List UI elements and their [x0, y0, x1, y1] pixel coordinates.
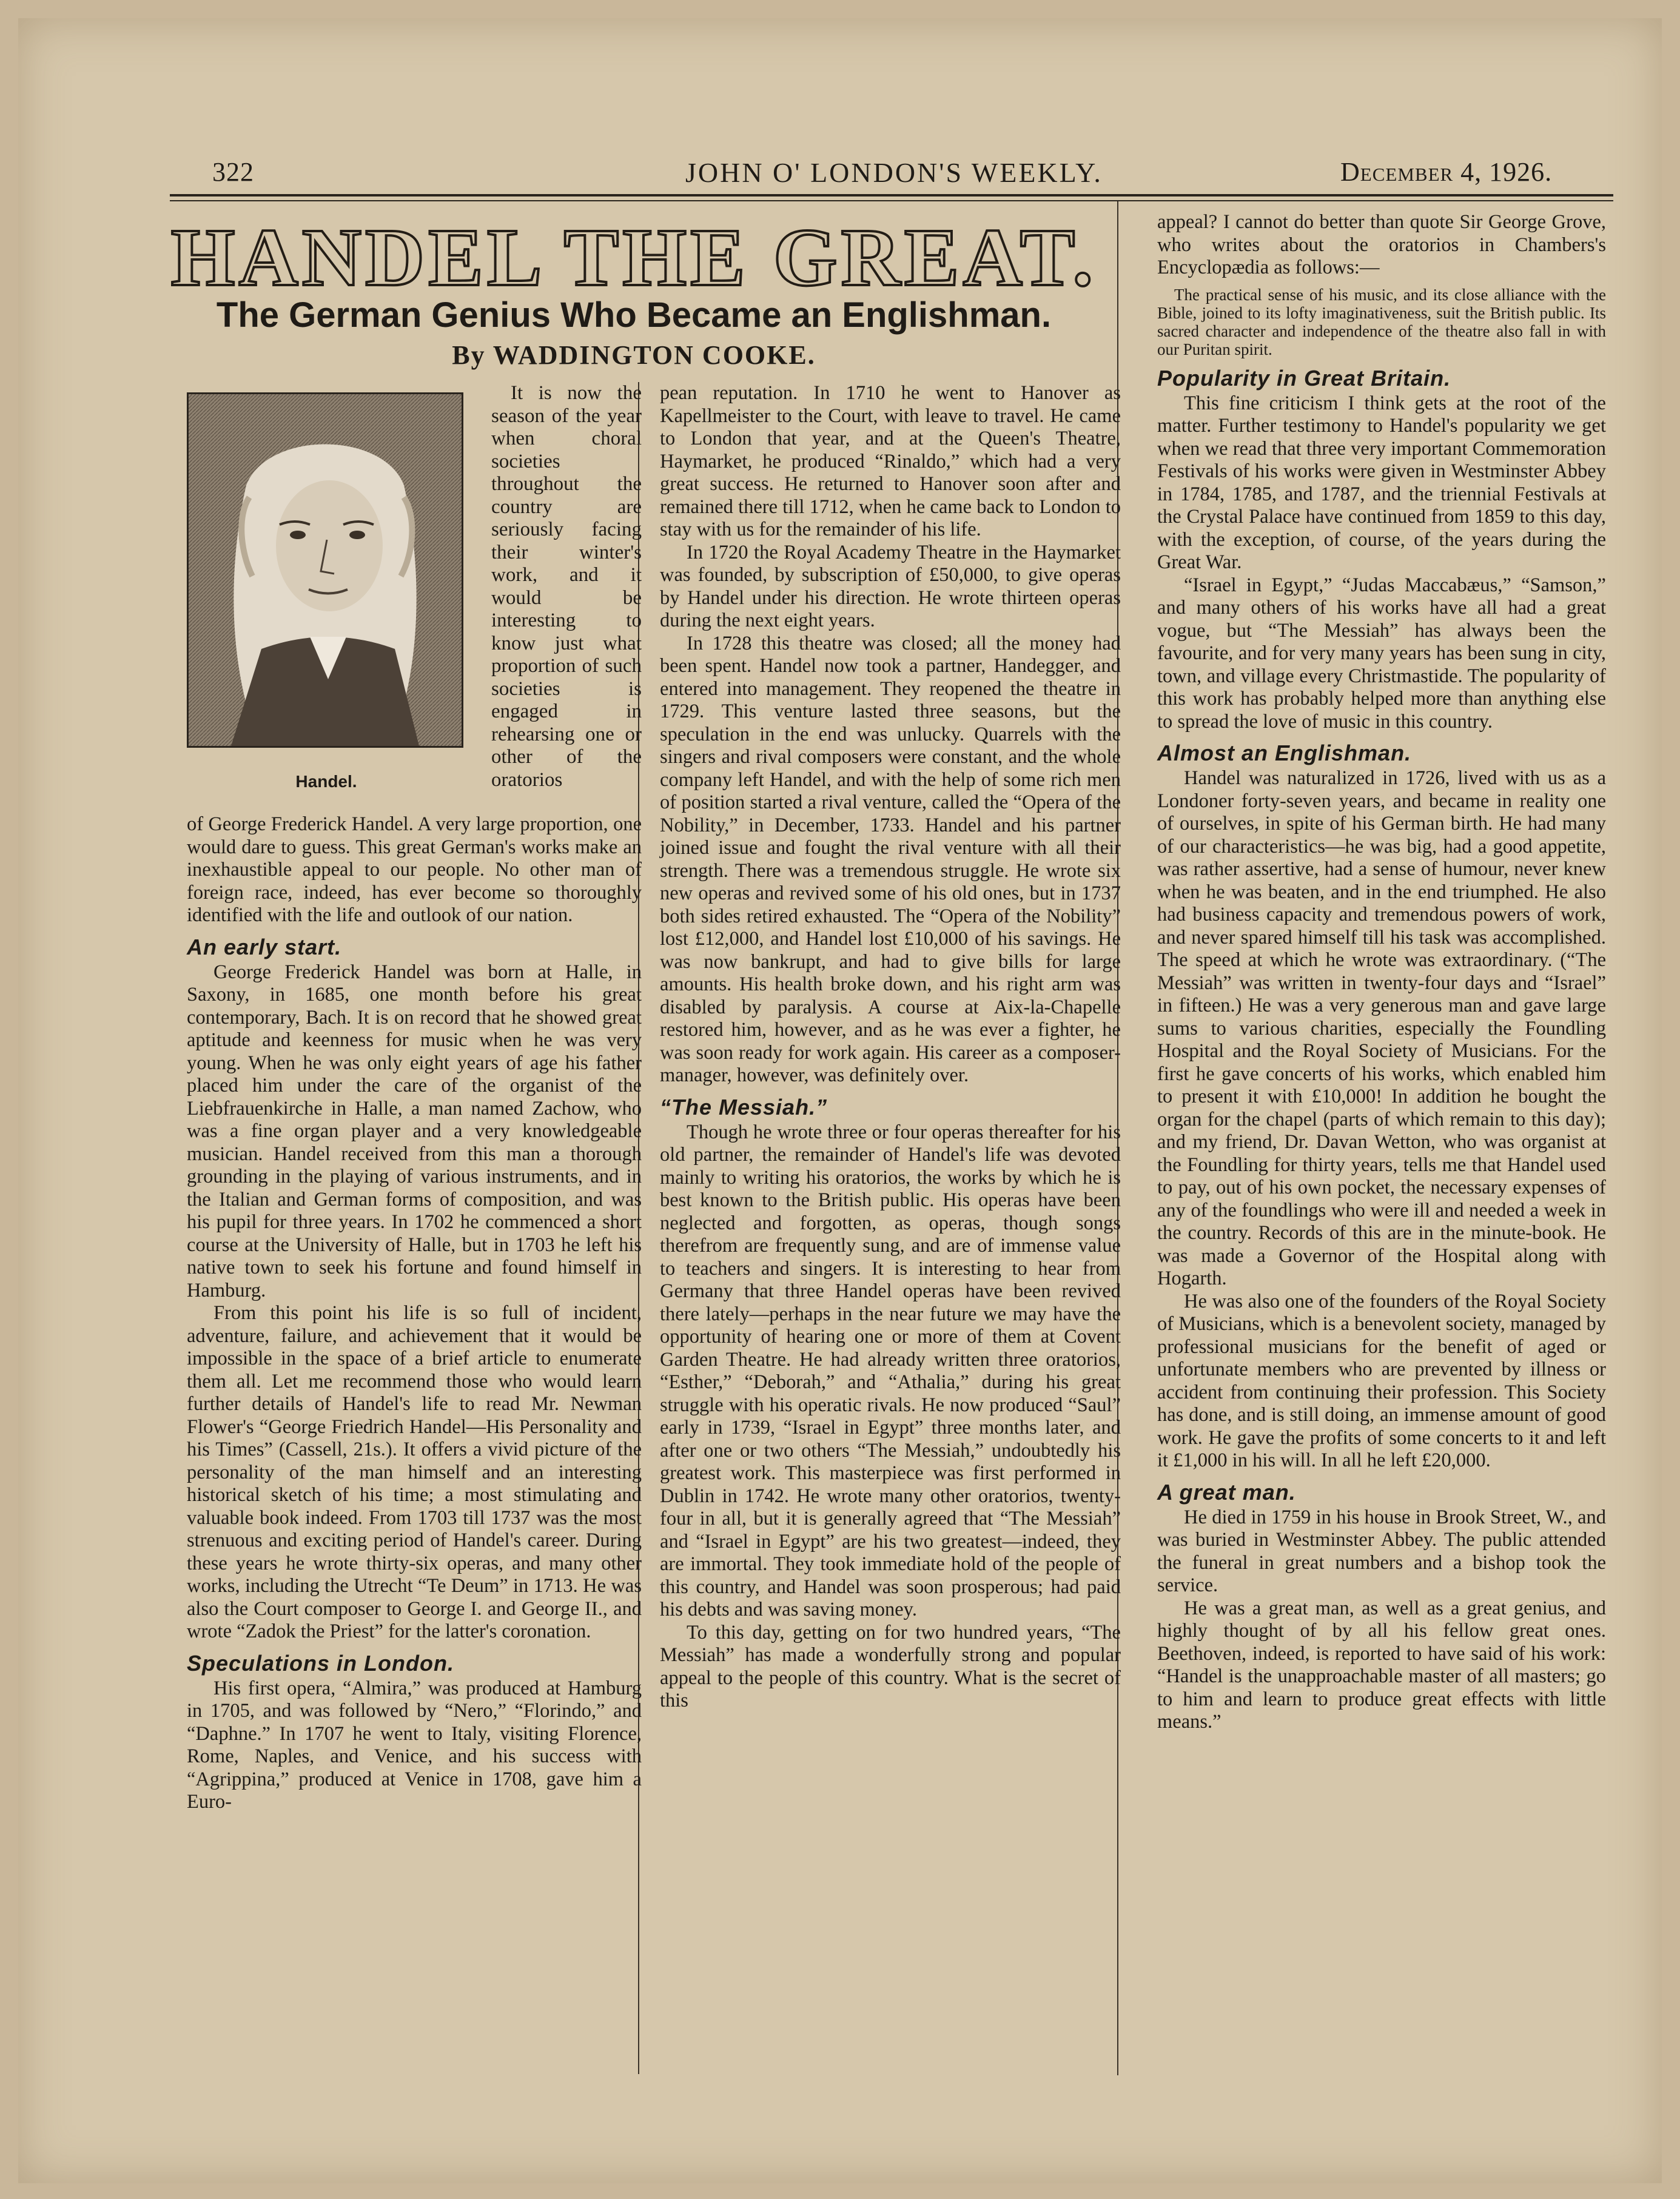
- intro-continued: of George Frederick Handel. A very large proportion, one would dare to guess. This great German's works make an inexhaustible appeal to our people. No other man of foreign race, indeed, has ever become so thoroughly identified with the life and outlook of our nation.: [187, 813, 642, 926]
- intro-paragraph: It is now the season of the year when choral societies throughout the country are seriously facing their winter's work, and it would be interesting to know just what proportion of such societies is engaged in rehearsing one or other of the oratorios: [491, 382, 642, 791]
- body-paragraph: Though he wrote three or four operas thereafter for his old partner, the remainder of Handel's life was devoted mainly to writing his oratorios, the works by which he is best known to the British public. His operas have been neglected and forgotten, as operas, though songs therefrom are frequently sung, and are of immense value to teachers and singers. It is interesting to hear from Germany that three Handel operas have been revived there lately—perhaps in the near future we may have the opportunity of hearing one or more of them at Covent Garden Theatre. He had already written three oratorios, “Esther,” “Deborah,” and “Athalia,” during his great struggle with his operatic rivals. He now produced “Saul” early in 1739, “Israel in Egypt” three months later, and after one or two others “The Messiah,” undoubtedly his greatest work. This masterpiece was first performed in Dublin in 1742. He wrote many other oratorios, twenty-four in all, but it is generally agreed that “The Messiah” and “Israel in Egypt” are his two greatest—indeed, they are immortal. They took immediate hold of the people of this country, and Handel was soon prosperous; had paid his debts and was saving money.: [660, 1121, 1121, 1620]
- header-rule: [170, 194, 1613, 196]
- body-paragraph: From this point his life is so full of incident, adventure, failure, and achievement that it would be impossible in the space of a brief article to enumerate them all. Let me recommend those who would learn further details of Handel's life to read Mr. Newman Flower's “George Friedrich Handel—His Personality and his Times” (Cassell, 21s.). It offers a vivid picture of the personality of the man himself and an interesting historical sketch of his time; a most stimulating and valuable book indeed. From 1703 till 1737 was the most strenuous and exciting period of Handel's career. During these years he wrote thirty-six operas, and many other works, including the Utrecht “Te Deum” in 1713. He was also the Court composer to George I. and George II., and wrote “Zadok the Priest” for the latter's coronation.: [187, 1302, 642, 1642]
- body-paragraph: “Israel in Egypt,” “Judas Maccabæus,” “Samson,” and many others of his works have all had a great vogue, but “The Messiah” has always been the favourite, and for very many years has been sung in city, town, and village every Christmastide. The popularity of this work has probably helped more than anything else to spread the love of music in this country.: [1157, 574, 1606, 733]
- header-rule-thin: [170, 200, 1613, 201]
- handel-portrait-image: [187, 392, 463, 748]
- grove-quotation: The practical sense of his music, and its close alliance with the Bible, joined to its lofty imaginativeness, suit the British public. Its sacred character and independence of the theatre also fall in with our Puritan spirit.: [1157, 285, 1606, 358]
- body-paragraph: He was also one of the founders of the Royal Society of Musicians, which is a benevolent society, managed by professional musicians for the benefit of aged or unfortunate members who are prevented by illness or accident from continuing their profession. This Society has done, and is still doing, an immense amount of good work. He gave the profits of some concerts to it and left it £1,000 in his will. In all he left £20,000.: [1157, 1290, 1606, 1471]
- body-paragraph: This fine criticism I think gets at the root of the matter. Further testimony to Handel's popularity we get when we read that three very important Commemoration Festivals of his works were given in Westminster Abbey in 1784, 1785, and 1787, and the triennial Festivals at the Crystal Palace have continued from 1859 to this day, with the exception, of course, of the years during the Great War.: [1157, 392, 1606, 573]
- article-title: HANDEL THE GREAT.: [170, 212, 1097, 303]
- body-paragraph: In 1728 this theatre was closed; all the money had been spent. Handel now took a partner, Handegger, and entered into management. They reopened the theatre in 1729. This venture lasted three seasons, but the speculation in the end was unlucky. Quarrels with the singers and rival composers were constant, and the whole company left Handel, and with the help of some rich men of position started a rival venture, called the “Opera of the Nobility,” in December, 1733. Handel and his partner joined issue and fought the rival venture with all their strength. There was a tremendous struggle. He wrote six new operas and revived some of his old ones, but in 1737 both sides retired exhausted. The “Opera of the Nobility” lost £12,000, and Handel lost £10,000 of his savings. He was now bankrupt, and had to give bills for large amounts. His health broke down, and his right arm was disabled by paralysis. A course at Aix-la-Chapelle restored him, however, and as he was ever a fighter, he was soon ready for work again. His career as a composer-manager, however, was definitely over.: [660, 632, 1121, 1086]
- column-2: [660, 382, 1121, 1713]
- body-paragraph: To this day, getting on for two hundred years, “The Messiah” has made a wonderfully strong and popular appeal to the people of this country. What is the secret of this: [660, 1621, 1121, 1711]
- page-number: 322: [212, 157, 254, 187]
- section-heading-englishman: Almost an Englishman.: [1157, 740, 1412, 765]
- issue-date: December 4, 1926.: [1340, 157, 1553, 187]
- body-paragraph: He was a great man, as well as a great genius, and highly thought of by all his fellow great ones. Beethoven, indeed, is reported to have said of his work: “Handel is the unapproachable master of all masters; go to him and learn to produce great effects with little means.”: [1157, 1597, 1606, 1733]
- section-heading-early-start: An early start.: [187, 934, 342, 959]
- body-paragraph-continued: appeal? I cannot do better than quote Sir George Grove, who writes about the oratorios in Chambers's Encyclopædia as follows:—: [1157, 211, 1606, 278]
- body-paragraph: George Frederick Handel was born at Halle, in Saxony, in 1685, one month before his great contemporary, Bach. It is on record that he showed great aptitude and keenness for music when he was very young. When he was only eight years of age his father placed him under the care of the organist of the Liebfrauenkirche in Halle, a man named Zachow, who was a fine organ player and a very knowledgeable musician. Handel received from this man a thorough grounding in the playing of various instruments, and in the Italian and German forms of composition, and was his pupil for three years. In 1702 he commenced a short course at the University of Halle, but in 1703 he left his native town to seek his fortune and found himself in Hamburg.: [187, 961, 642, 1301]
- article-subtitle: The German Genius Who Became an Englishman.: [216, 295, 1052, 335]
- intro-side-column: [491, 382, 642, 791]
- body-paragraph: His first opera, “Almira,” was produced at Hamburg in 1705, and was followed by “Nero,” “Florindo,” and “Daphne.” In 1707 he went to Italy, visiting Florence, Rome, Naples, and Venice, and his success with “Agrippina,” produced at Venice in 1708, gave him a Euro-: [187, 1677, 642, 1813]
- column-1: [187, 813, 642, 1814]
- body-paragraph: In 1720 the Royal Academy Theatre in the Haymarket was founded, by subscription of £50,000, to give operas by Handel under his direction. He wrote thirteen operas during the next eight years.: [660, 541, 1121, 631]
- column-3: [1157, 211, 1606, 1734]
- section-heading-messiah: “The Messiah.”: [660, 1094, 828, 1120]
- publication-title: JOHN O' LONDON'S WEEKLY.: [685, 157, 1103, 188]
- section-heading-popularity: Popularity in Great Britain.: [1157, 365, 1451, 391]
- body-paragraph: Handel was naturalized in 1726, lived with us as a Londoner forty-seven years, and became in reality one of ourselves, in spite of his German birth. He had many of our characteristics—he was big, had a good appetite, was rather assertive, had a sense of humour, never knew when he was beaten, and in the end triumphed. He also had business capacity and tremendous powers of work, and never spared himself till his task was accomplished. The speed at which he wrote was extraordinary. (“The Messiah” was written in twenty-four days and “Israel” in fifteen.) He was a very generous man and gave large sums to various charities, especially the Foundling Hospital and the Royal Society of Musicians. For the first he gave concerts of his works, which enabled him to present it with £10,000! In addition he bought the organ for the chapel (parts of which remain to this day); and my friend, Dr. Davan Wetton, who was organist at the Foundling for thirty years, tells me that Handel used to pay, out of his own pocket, the necessary expenses of any of the foundlings who were ill and needed a week in the country. Records of this are in the minute-book. He was made a Governor of the Hospital along with Hogarth.: [1157, 767, 1606, 1289]
- section-heading-great-man: A great man.: [1157, 1479, 1296, 1505]
- newspaper-page: [18, 18, 1662, 2183]
- body-paragraph-continued: pean reputation. In 1710 he went to Hanover as Kapellmeister to the Court, with leave to travel. He came to London that year, and at the Queen's Theatre, Haymarket, he produced “Rinaldo,” which had a very great success. He returned to Hanover soon after and remained there till 1712, when he came back to London to stay with us for the remainder of his life.: [660, 382, 1121, 540]
- article-byline: By WADDINGTON COOKE.: [452, 340, 816, 370]
- body-paragraph: He died in 1759 in his house in Brook Street, W., and was buried in Westminster Abbey. The public attended the funeral in great numbers and a bishop took the service.: [1157, 1506, 1606, 1596]
- section-heading-speculations: Speculations in London.: [187, 1650, 454, 1676]
- portrait-caption: Handel.: [295, 772, 357, 791]
